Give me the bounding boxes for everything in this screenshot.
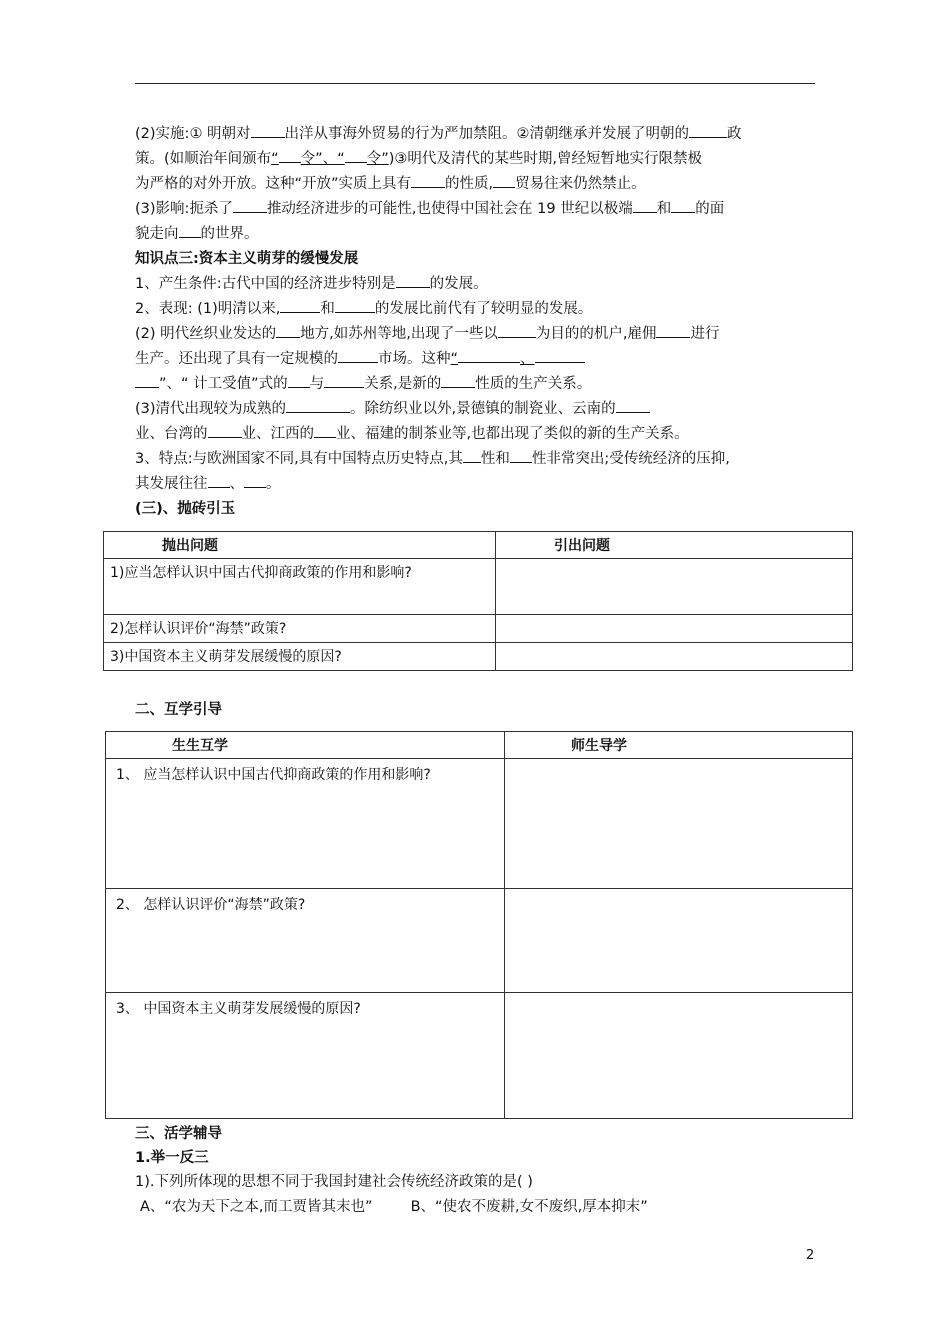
table2-header-left: 生生互学 [106,732,505,759]
question-1: 1).下列所体现的思想不同于我国封建社会传统经济政策的是( ) [135,1174,533,1190]
section-2-title: 二、互学引导 [135,702,222,718]
table1-row-3: 3)中国资本主义萌芽发展缓慢的原因? [104,643,496,671]
table2-header-right: 师生导学 [505,732,853,759]
option-b[interactable]: B、“使农不废耕,女不废织,厚本抑末” [410,1199,648,1215]
table2-row-3: 3、 中国资本主义萌芽发展缓慢的原因? [106,993,505,1119]
table2-row-2: 2、 怎样认识评价“海禁”政策? [106,889,505,993]
section-3-subtitle: 1.举一反三 [135,1150,209,1166]
table2-answer-3[interactable] [505,993,853,1119]
table1-answer-3[interactable] [496,643,853,671]
table2-row-1: 1、 应当怎样认识中国古代抑商政策的作用和影响? [106,759,505,889]
table1-row-2: 2)怎样认识评价“海禁”政策? [104,615,496,643]
question-1-options [140,1195,825,1220]
implement-paragraph: (2)实施:① 明朝对 出洋从事海外贸易的行为严加禁阻。②清朝继承并发展了明朝的 政 策。(如顺治年间颁布“ 令”、“ 令”)③明代及清代的某些时期,曾经短暂地实行限禁极 为严格的对外开放。这种“开放”实质上具有 的性质, 贸易往来仍然禁止。 [135,122,820,197]
option-a[interactable]: A、“农为天下之本,而工贾皆其末也” [140,1199,373,1215]
table1-answer-2[interactable] [496,615,853,643]
table1-header-left: 抛出问题 [104,532,496,559]
impact-paragraph: (3)影响:扼杀了 推动经济进步的可能性,也使得中国社会在 19 世纪以极端 和 的面 貌走向 的世界。 [135,197,820,247]
kp3-body: 1、产生条件:古代中国的经济进步特别是 的发展。 2、表现: (1)明清以来, 和 的发展比前代有了较明显的发展。 (2) 明代丝织业发达的 地方,如苏州等地,出现了一些以 为目的的机户,雇佣 进行 生产。还出现了具有一定规模的 市场。这种“ 、 ”、“ 计工受值”式的 与 关系,是新的 性质的生产关系。 (3)清代出现较为成熟的 。除纺织业以外,景德镇的制瓷业、云南的 业、台湾的 业、江西的 业、福建的制茶业等,也都出现了类似的新的生产关系。 3、特点:与欧洲国家不同,具有中国特点历史特点,其 性和 性非常突出;受传统经济的压抑, 其发展往往 、 。 [135,272,820,497]
table1-answer-1[interactable] [496,559,853,615]
kp3-title: 知识点三:资本主义萌芽的缓慢发展 [135,251,359,267]
paozhuan-table [103,531,853,671]
huxue-table [105,731,853,1119]
table2-answer-2[interactable] [505,889,853,993]
section-paozhuan-title: (三)、抛砖引玉 [135,501,236,517]
table2-answer-1[interactable] [505,759,853,889]
table1-row-1: 1)应当怎样认识中国古代抑商政策的作用和影响? [104,559,496,615]
page-number: 2 [806,1248,815,1263]
header-rule [135,83,815,84]
section-3-title: 三、活学辅导 [135,1126,222,1142]
table1-header-right: 引出问题 [496,532,853,559]
